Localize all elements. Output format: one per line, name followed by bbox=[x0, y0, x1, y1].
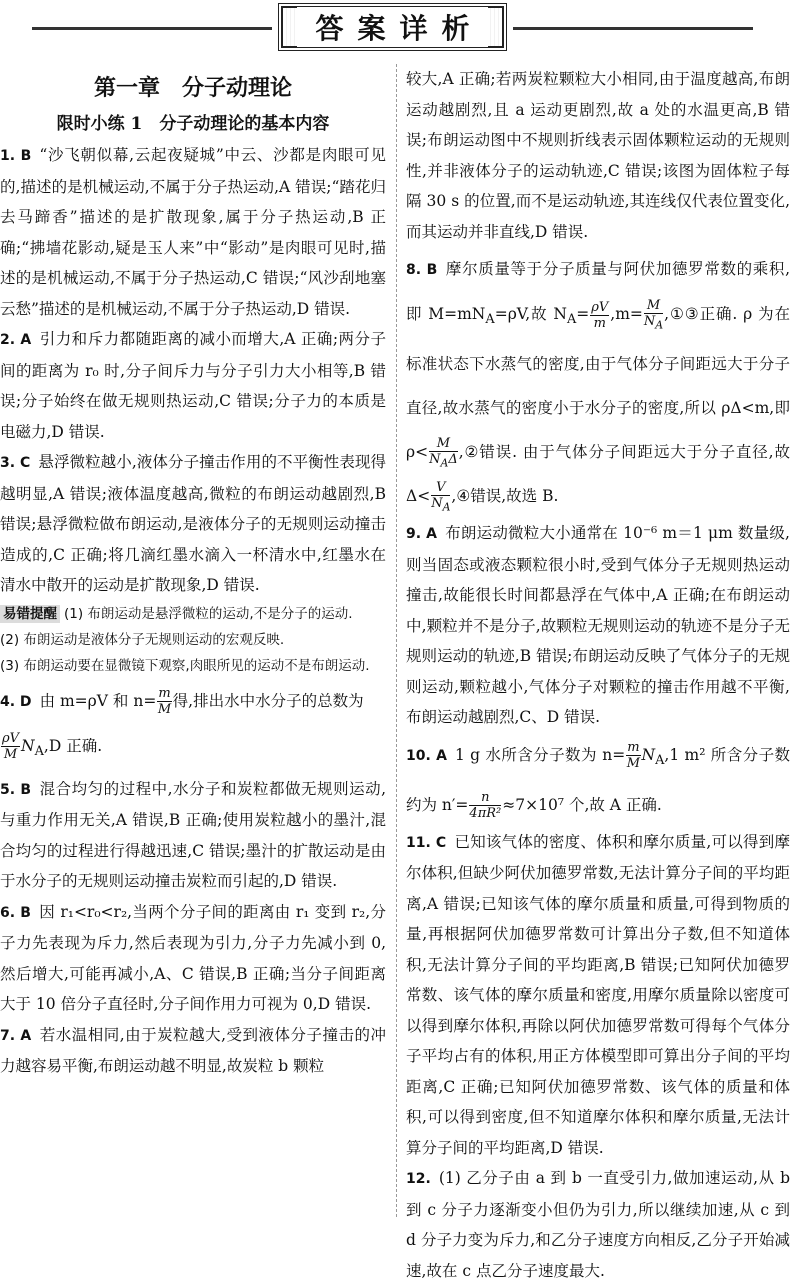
tip-line-1: (1) 布朗运动是悬浮微粒的运动,不是分子的运动. bbox=[64, 605, 353, 622]
fraction-rhoV-over-M: $\frac{\rho V}{M}$ bbox=[2, 731, 20, 762]
answer-4-number: 4. D bbox=[0, 693, 32, 710]
fraction-V-over-NA: $\frac{V}{N_A}$ bbox=[431, 479, 451, 514]
column-divider bbox=[396, 64, 397, 1217]
tip-line-3: (3) 布朗运动要在显微镜下观察,肉眼所见的运动不是布朗运动. bbox=[0, 657, 370, 674]
fraction-m-over-M-2: $\frac{m}{M}$ bbox=[626, 740, 640, 772]
answer-3 bbox=[0, 447, 386, 601]
error-tip-label: 易错提醒 bbox=[0, 605, 60, 623]
tip-line-2: (2) 布朗运动是液体分子无规则运动的宏观反映. bbox=[0, 631, 285, 648]
answer-2-number: 2. A bbox=[0, 332, 32, 348]
answer-5-number: 5. B bbox=[0, 781, 32, 798]
answer-8: 8. B 摩尔质量等于分子质量与阿伏加德罗常数的乘积,即 $M=mN_A=\rho V$,故 $N_A=$ $\frac{\rho V}{m}$ ,m= $\frac{M}{N_A}$ ,①③正确. ρ 为在标准状态下水蒸气的密度,由于气体分子间距远大于分子直径,故水蒸气的密度小于水分子的密度,所以 ρΔ<m,即 ρ< $\frac{M}{N_A\Delta}$ ,②错误. 由于气体分子间距远大于分子直径,故 Δ< $\frac{V}{N_A}$ ,④错误,故选 B. bbox=[406, 260, 790, 514]
left-column bbox=[0, 64, 386, 1217]
answer-3-number: 3. C bbox=[0, 455, 31, 471]
answer-4: 4. D 由 m=ρV 和 n= $\frac{m}{M}$ 得,排出水中水分子的总数为 $\frac{\rho V}{M}$ $N_A,D$ 正确. bbox=[0, 686, 364, 762]
fraction-rhoV-over-m: $\frac{\rho V}{m}$ bbox=[591, 299, 609, 331]
section-title: 限时小练 1 分子动理论的基本内容 bbox=[56, 114, 330, 134]
answer-10: 10. A 1 g 水所含分子数为 n= $\frac{m}{M}$ $N_A,1$ m² 所含分子数约为 n′= $\frac{n}{\text{4πR²}}$ ≈7×10⁷ 个,故 A 正确. bbox=[406, 740, 790, 822]
fraction-M-over-NA-delta: $\frac{M}{N_A\Delta}$ bbox=[429, 435, 458, 470]
answer-3-text: 悬浮微粒越小,液体分子撞击作用的不平衡性表现得越明显,A 错误;液体温度越高,微粒的布朗运动越剧烈,B 错误;悬浮微粒做布朗运动,是液体分子的无规则运动撞击造成的,C 正确;将几滴红墨水滴入一杯清水中,红墨水在清水中散开的运动是扩散现象,D 错误. bbox=[0, 453, 386, 594]
answer-1-number: 1. B bbox=[0, 148, 32, 164]
answer-7: 7. A 若水温相同,由于炭粒越大,受到液体分子撞击的冲力越容易平衡,布朗运动越不明显,故炭粒 b 颗粒 bbox=[0, 1025, 386, 1076]
fraction-m-over-M: $\frac{m}{M}$ bbox=[157, 686, 172, 717]
answer-10-number: 10. A bbox=[406, 747, 447, 764]
answer-6: 6. B 因 r₁<r₀<r₂,当两个分子间的距离由 r₁ 变到 r₂,分子力先表现为斥力,然后表现为引力,分子力先减小到 0,然后增大,可能再减小,A、C 错误,B 正确;当分子间距离大于 10 倍分子直径时,分子间作用力可视为 0,D 错误. bbox=[0, 902, 387, 1014]
fraction-M-over-NA: $\frac{M}{N_A}$ bbox=[643, 297, 664, 332]
fraction-n-over-4piR2: $\frac{n}{\text{4πR²}}$ bbox=[469, 790, 502, 822]
answer-11: 11. C 已知该气体的密度、体积和摩尔质量,可以得到摩尔体积,但缺少阿伏加德罗常数,无法计算分子间的平均距离,A 错误;已知该气体的摩尔质量和质量,可得到物质的量,再根据阿伏加德罗常数可计算出分子数,但不知道体积,无法计算分子间的平均距离,B 错误;已知阿伏加德罗常数、该气体的摩尔质量和密度,用摩尔质量除以密度可以得到摩尔体积,再除以阿伏加德罗常数可得每个气体分子平均占有的体积,用正方体模型即可算出分子间的平均距离,C 正确;已知阿伏加德罗常数、该气体的质量和体积,可以得到密度,但不知道摩尔体积和摩尔质量,无法计算分子间的平均距离,D 错误. bbox=[406, 832, 790, 1157]
answer-7-continued: 较大,A 正确;若两炭粒颗粒大小相同,由于温度越高,布朗运动越剧烈,且 a 运动更剧烈,故 a 处的水温更高,B 错误;布朗运动图中不规则折线表示固体颗粒运动的无规则性,并非液体分子的运动轨迹,C 错误;该图为固体粒子每隔 30 s 的位置,而不是运动轨迹,其连线仅代表位置变化,而其运动并非直线,D 错误. bbox=[406, 70, 790, 241]
answer-7-number: 7. A bbox=[0, 1027, 32, 1044]
answer-5: 5. B 混合均匀的过程中,水分子和炭粒都做无规则运动,与重力作用无关,A 错误,B 正确;使用炭粒越小的墨汁,混合均匀的过程进行得越迅速,C 错误;墨汁的扩散运动是由于水分子的无规则运动撞击炭粒而引起的,D 错误. bbox=[0, 779, 386, 891]
answer-12-number: 12. bbox=[406, 1171, 431, 1188]
right-column bbox=[406, 64, 790, 1280]
answer-2-text: 引力和斥力都随距离的减小而增大,A 正确;两分子间的距离为 r₀ 时,分子间斥力与分子引力大小相等,B 错误;分子始终在做无规则热运动,C 错误;分子力的本质是电磁力,D 错误. bbox=[0, 330, 386, 441]
answer-banner: 答案详析 bbox=[281, 6, 504, 48]
chapter-title: 第一章 分子动理论 bbox=[93, 75, 292, 101]
answer-1-text: “沙飞朝似幕,云起夜疑城”中云、沙都是肉眼可见的,描述的是机械运动,不属于分子热运动,A 错误;“踏花归去马蹄香”描述的是扩散现象,属于分子热运动,B 正确;“拂墙花影动,疑是玉人来”中“影动”是肉眼可见时,描述的是机械运动,不属于分子热运动,C 错误;“风沙刮地塞云愁”描述的是机械运动,不属于分子热运动,D 错误. bbox=[0, 146, 386, 318]
answer-8-number: 8. B bbox=[406, 262, 438, 278]
answer-12: 12. (1) 乙分子由 a 到 b 一直受引力,做加速运动,从 b 到 c 分子力逐渐变小但仍为引力,所以继续加速,从 c 到 d 分子力变为斥力,和乙分子速度方向相反,乙分子开始减速,故在 c 点乙分子速度最大. bbox=[406, 1169, 790, 1280]
answer-2 bbox=[0, 324, 386, 447]
error-tip-box bbox=[0, 601, 386, 679]
answer-9-number: 9. A bbox=[406, 526, 437, 543]
answer-11-number: 11. C bbox=[406, 834, 447, 851]
answer-6-number: 6. B bbox=[0, 904, 31, 921]
answer-1 bbox=[0, 140, 386, 324]
answer-9: 9. A 布朗运动微粒大小通常在 10⁻⁶ m＝1 μm 数量级,则当固态或液态颗粒很小时,受到气体分子无规则热运动撞击,故能很长时间都悬浮在气体中,A 正确;在布朗运动中,颗粒并不是分子,故颗粒无规则运动的轨迹不是分子无规则运动的轨迹,B 错误;布朗运动反映了气体分子的无规则运动,颗粒越小,气体分子对颗粒的撞击作用越不平衡,布朗运动越剧烈,C、D 错误. bbox=[406, 524, 790, 727]
